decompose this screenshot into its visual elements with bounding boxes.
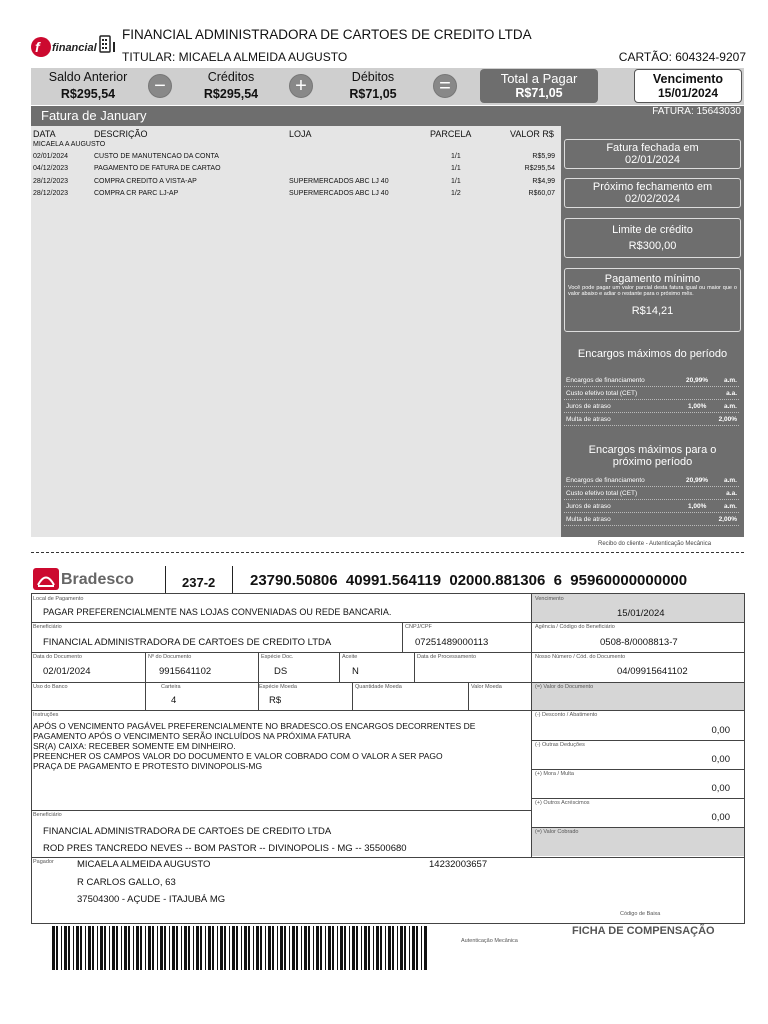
barcode-bar	[296, 926, 298, 970]
barcode-bar	[124, 926, 127, 970]
barcode-bar	[236, 926, 238, 970]
saldo-label: Saldo Anterior	[48, 70, 128, 84]
barcode-bar	[104, 926, 106, 970]
nosso-value: 04/09915641102	[617, 666, 688, 677]
total-label: Total a Pagar	[500, 71, 578, 86]
barcode-bar	[212, 926, 214, 970]
barcode-bar	[313, 926, 314, 970]
barcode-bar	[260, 926, 262, 970]
barcode-bar	[397, 926, 398, 970]
barcode-bar	[200, 926, 202, 970]
benef2-label: Beneficiário	[33, 812, 62, 818]
svg-text:f: f	[35, 39, 40, 55]
barcode-bar	[373, 926, 374, 970]
outras-value: 0,00	[711, 754, 730, 765]
barcode	[52, 926, 432, 970]
recibo-label: Recibo do cliente - Autenticação Mecânica	[598, 541, 712, 547]
card-number: CARTÃO: 604324-9207	[618, 50, 746, 64]
barcode-bar	[349, 926, 350, 970]
mora-label: (+) Mora / Multa	[535, 771, 574, 777]
barcode-bar	[332, 926, 334, 970]
cobrado-label: (=) Valor Cobrado	[535, 829, 579, 835]
vencimento-box	[634, 69, 742, 103]
barcode-bar	[169, 926, 170, 970]
barcode-bar	[56, 926, 58, 970]
barcode-bar	[232, 926, 235, 970]
barcode-bar	[196, 926, 199, 970]
barcode-bar	[140, 926, 142, 970]
barcode-bar	[244, 926, 247, 970]
barcode-bar	[188, 926, 190, 970]
acresc-value: 0,00	[711, 812, 730, 823]
barcode-bar	[385, 926, 386, 970]
ndoc-value: 9915641102	[159, 666, 212, 677]
barcode-bar	[268, 926, 271, 970]
datadoc-value: 02/01/2024	[43, 666, 91, 677]
pagador-label: Pagador	[33, 859, 54, 865]
barcode-bar	[308, 926, 310, 970]
barcode-bar	[248, 926, 250, 970]
barcode-bar	[116, 926, 118, 970]
barcode-bar	[361, 926, 362, 970]
barcode-bar	[376, 926, 379, 970]
dataproc-label: Data de Processamento	[417, 654, 477, 660]
barcode-bar	[272, 926, 274, 970]
barcode-bar	[68, 926, 70, 970]
barcode-bar	[176, 926, 178, 970]
instr-label: Instruções	[33, 712, 59, 718]
barcode-bar	[412, 926, 415, 970]
venc-label: Vencimento	[652, 72, 724, 86]
barcode-bar	[133, 926, 134, 970]
barcode-bar	[97, 926, 98, 970]
total-box	[480, 69, 598, 103]
plus-icon: +	[289, 74, 313, 98]
local-label: Local de Pagamento	[33, 596, 84, 602]
barcode-bar	[304, 926, 307, 970]
barcode-bar	[320, 926, 322, 970]
cnpj-label: CNPJ/CPF	[405, 624, 432, 630]
col-parcela: PARCELA	[430, 129, 472, 139]
barcode-bar	[356, 926, 358, 970]
barcode-bar	[265, 926, 266, 970]
instrucoes: APÓS O VENCIMENTO PAGÁVEL PREFERENCIALMENTE NO BRADESCO.OS ENCARGOS DECORRENTES DE PAGAMENTO APÓS O VENCIMENTO SERÃO INCLUÍDOS NA PRÓXIMA FATURA SR(A) CAIXA: RECEBER SOMENTE EM DINHEIRO. PREENCHER OS CAMPOS VALOR DO DOCUMENTO E VALOR COBRADO COM O VALOR A SER PAGO PRAÇA DE PAGAMENTO E PROTESTO DIVINOPOLIS-MG	[33, 721, 476, 771]
valordoc-label: (=) Valor do Documento	[535, 684, 594, 690]
codbaixa-label: Código de Baixa	[620, 911, 661, 917]
saldo-value: R$295,54	[60, 87, 116, 101]
local-value: PAGAR PREFERENCIALMENTE NAS LOJAS CONVENIADAS OU REDE BANCARIA.	[43, 607, 392, 617]
limite-credito-box: Limite de crédito R$300,00	[564, 218, 741, 258]
barcode-bar	[157, 926, 158, 970]
benef-value: FINANCIAL ADMINISTRADORA DE CARTOES DE CREDITO LTDA	[43, 637, 332, 648]
titular: TITULAR: MICAELA ALMEIDA AUGUSTO	[122, 50, 348, 64]
barcode-bar	[340, 926, 343, 970]
barcode-bar	[292, 926, 295, 970]
especie-value: DS	[274, 666, 288, 677]
transactions-table	[31, 126, 561, 537]
venc-value: 15/01/2024	[657, 86, 719, 100]
benef-label: Beneficiário	[33, 624, 62, 630]
barcode-bar	[152, 926, 154, 970]
barcode-bar	[172, 926, 175, 970]
col-data: DATA	[33, 129, 56, 139]
barcode-bar	[289, 926, 290, 970]
barcode-bar	[392, 926, 394, 970]
bank-code: 237-2	[182, 575, 216, 590]
barcode-bar	[284, 926, 286, 970]
barcode-bar	[100, 926, 103, 970]
barcode-bar	[241, 926, 242, 970]
fatura-fechada-box: Fatura fechada em 02/01/2024	[564, 139, 741, 169]
col-valor: VALOR R$	[510, 129, 554, 139]
barcode-bar	[184, 926, 187, 970]
especie-label: Espécie Doc.	[261, 654, 294, 660]
uso-label: Uso do Banco	[33, 684, 68, 690]
barcode-bar	[208, 926, 211, 970]
barcode-bar	[160, 926, 163, 970]
barcode-bar	[224, 926, 226, 970]
agencia-value: 0508-8/0008813-7	[600, 637, 678, 648]
barcode-bar	[85, 926, 86, 970]
col-loja: LOJA	[289, 129, 312, 139]
minus-icon: −	[148, 74, 172, 98]
pagador-addr1: R CARLOS GALLO, 63	[77, 877, 176, 888]
barcode-bar	[337, 926, 338, 970]
fatura-title: Fatura de January	[41, 108, 147, 123]
table-row: 28/12/2023 COMPRA CREDITO A VISTA-AP SUPERMERCADOS ABC LJ 40 1/1 R$4,99	[33, 178, 555, 185]
table-row: 28/12/2023 COMPRA CR PARC LJ-AP SUPERMERCADOS ABC LJ 40 1/2 R$60,07	[33, 190, 555, 197]
ficha-compensacao: FICHA DE COMPENSAÇÃO	[572, 925, 715, 937]
barcode-bar	[400, 926, 403, 970]
venc-label-boleto: Vencimento	[535, 596, 564, 602]
barcode-bar	[145, 926, 146, 970]
barcode-bar	[128, 926, 130, 970]
carteira-label: Carteira	[161, 684, 181, 690]
barcode-bar	[193, 926, 194, 970]
barcode-bar	[76, 926, 79, 970]
barcode-bar	[388, 926, 391, 970]
fatura-bar	[31, 106, 744, 126]
col-descricao: DESCRIÇÃO	[94, 129, 148, 139]
aceite-value: N	[352, 666, 359, 677]
barcode-bar	[109, 926, 110, 970]
side-panel	[561, 126, 744, 537]
barcode-bar	[325, 926, 326, 970]
barcode-bar	[328, 926, 331, 970]
barcode-bar	[424, 926, 427, 970]
venc-value-boleto: 15/01/2024	[617, 608, 665, 619]
barcode-bar	[253, 926, 254, 970]
equals-icon: =	[433, 74, 457, 98]
debitos-value: R$71,05	[349, 87, 397, 101]
benef2-addr: ROD PRES TANCREDO NEVES -- BOM PASTOR -- DIVINOPOLIS - MG -- 35500680	[43, 843, 407, 854]
cnpj-value: 07251489000113	[415, 637, 489, 648]
pagamento-minimo-box: Pagamento mínimo Você pode pagar um valor parcial desta fatura igual ou maior que o valor abaixo e adiar o restante para o próximo mês. R$14,21	[564, 268, 741, 332]
barcode-bar	[316, 926, 319, 970]
barcode-bar	[380, 926, 382, 970]
aceite-label: Aceite	[342, 654, 358, 660]
creditos-label: Créditos	[207, 70, 255, 84]
acresc-label: (+) Outros Acréscimos	[535, 800, 590, 806]
barcode-bar	[148, 926, 151, 970]
barcode-bar	[52, 926, 55, 970]
barcode-bar	[205, 926, 206, 970]
proximo-fechamento-box: Próximo fechamento em 02/02/2024	[564, 178, 741, 208]
barcode-bar	[80, 926, 82, 970]
autenticacao-label: Autenticação Mecânica	[461, 938, 518, 944]
table-row: 02/01/2024 CUSTO DE MANUTENCAO DA CONTA 1/1 R$5,99	[33, 153, 555, 160]
barcode-bar	[364, 926, 367, 970]
barcode-bar	[352, 926, 355, 970]
linha-digitavel: 23790.50806 40991.564119 02000.881306 6 95960000000000	[250, 572, 688, 589]
barcode-bar	[112, 926, 115, 970]
barcode-bar	[217, 926, 218, 970]
barcode-bar	[61, 926, 62, 970]
fatura-number: FATURA: 15643030	[652, 106, 741, 117]
creditos-value: R$295,54	[203, 87, 259, 101]
especiemoeda-label: Espécie Moeda	[259, 684, 297, 690]
barcode-bar	[368, 926, 370, 970]
table-row: 04/12/2023 PAGAMENTO DE FATURA DE CARTAO 1/1 R$295,54	[33, 165, 555, 172]
total-value: R$71,05	[515, 86, 563, 100]
benef2-name: FINANCIAL ADMINISTRADORA DE CARTOES DE CREDITO LTDA	[43, 826, 332, 837]
barcode-bar	[220, 926, 223, 970]
especiemoeda-value: R$	[269, 695, 282, 706]
valormoeda-label: Valor Moeda	[471, 684, 502, 690]
barcode-bar	[88, 926, 91, 970]
ndoc-label: Nº do Documento	[148, 654, 192, 660]
barcode-bar	[416, 926, 418, 970]
barcode-bar	[229, 926, 230, 970]
barcode-bar	[121, 926, 122, 970]
cut-line	[31, 552, 744, 553]
encargos-periodo: Encargos máximos do período Encargos de financiamento 20,99% a.m. Custo efetivo total (CET) a.a. Juros de atraso 1,00% a.m. Multa de atraso 2,00%	[564, 342, 741, 429]
bank-name: Bradesco	[61, 571, 134, 588]
debitos-label: Débitos	[351, 70, 395, 84]
barcode-bar	[73, 926, 74, 970]
carteira-value: 4	[171, 695, 177, 706]
company-name: FINANCIAL ADMINISTRADORA DE CARTOES DE CREDITO LTDA	[122, 27, 532, 42]
agencia-label: Agência / Código do Beneficiário	[535, 624, 615, 630]
barcode-bar	[409, 926, 410, 970]
card-holder: MICAELA A AUGUSTO	[33, 141, 106, 148]
barcode-bar	[404, 926, 406, 970]
barcode-bar	[280, 926, 283, 970]
outras-label: (-) Outras Deduções	[535, 742, 585, 748]
qtd-label: Quantidade Moeda	[355, 684, 402, 690]
barcode-bar	[164, 926, 166, 970]
barcode-bar	[181, 926, 182, 970]
encargos-proximo: Encargos máximos para o próximo período Encargos de financiamento 20,99% a.m. Custo efetivo total (CET) a.a. Juros de atraso 1,00% a.m. Multa de atraso 2,00%	[564, 440, 741, 530]
barcode-bar	[136, 926, 139, 970]
barcode-bar	[277, 926, 278, 970]
barcode-bar	[421, 926, 422, 970]
pagador-doc: 14232003657	[429, 859, 488, 870]
barcode-bar	[64, 926, 67, 970]
pagador-addr2: 37504300 - AÇUDE - ITAJUBÁ MG	[77, 894, 226, 905]
barcode-bar	[301, 926, 302, 970]
nosso-label: Nosso Número / Cód. do Documento	[535, 654, 626, 660]
barcode-bar	[344, 926, 346, 970]
bradesco-logo	[33, 568, 163, 594]
financial-logo	[30, 34, 122, 60]
logo-text: financial	[52, 42, 97, 54]
barcode-bar	[92, 926, 94, 970]
barcode-bar	[256, 926, 259, 970]
desconto-label: (-) Desconto / Abatimento	[535, 712, 598, 718]
pagador-name: MICAELA ALMEIDA AUGUSTO	[77, 859, 211, 870]
desconto-value: 0,00	[711, 725, 730, 736]
mora-value: 0,00	[711, 783, 730, 794]
datadoc-label: Data do Documento	[33, 654, 82, 660]
